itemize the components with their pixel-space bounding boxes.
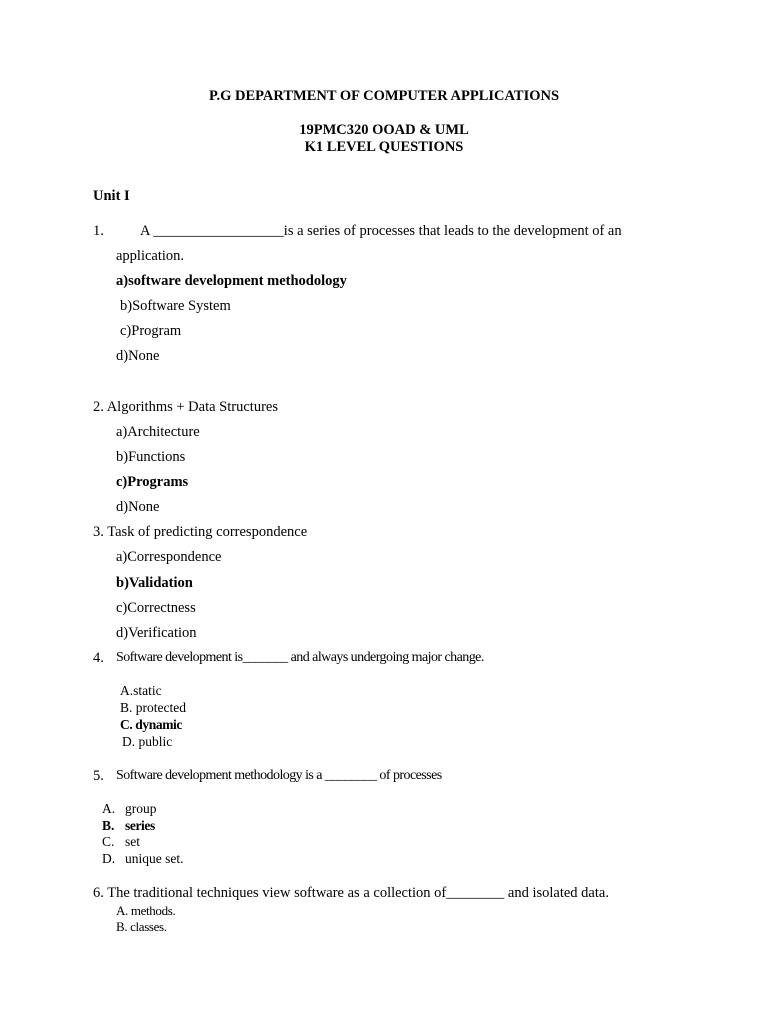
question-5-option-c-letter: C. — [102, 834, 115, 849]
question-5-text: Software development methodology is a ________ of processes — [116, 768, 442, 783]
question-4-number: 4. — [93, 650, 104, 666]
question-1-text: A __________________is a series of processes that leads to the development of an — [140, 223, 622, 239]
question-3-text: 3. Task of predicting correspondence — [93, 524, 308, 540]
question-6-option-b: B. classes. — [116, 919, 167, 934]
question-1-option-d: d)None — [116, 348, 160, 364]
question-2-option-a: a)Architecture — [116, 424, 200, 440]
question-4-option-c: C. dynamic — [120, 717, 183, 732]
question-5-option-a-letter: A. — [102, 801, 116, 816]
question-5-option-b-letter: B. — [102, 818, 115, 833]
question-5-number: 5. — [93, 768, 104, 784]
question-3-option-c: c)Correctness — [116, 600, 196, 616]
question-1-text-continued: application. — [116, 248, 185, 264]
question-2-text: 2. Algorithms + Data Structures — [93, 399, 278, 415]
question-1-option-c: c)Program — [120, 323, 182, 339]
question-3-option-a: a)Correspondence — [116, 549, 222, 565]
question-2-option-b: b)Functions — [116, 449, 186, 465]
course-title: 19PMC320 OOAD & UML — [299, 122, 469, 138]
question-1-number: 1. — [93, 223, 104, 239]
level-title: K1 LEVEL QUESTIONS — [304, 139, 464, 155]
question-4-option-b: B. protected — [120, 700, 186, 715]
question-3-option-b: b)Validation — [116, 575, 193, 591]
question-6-option-a: A. methods. — [116, 903, 176, 918]
question-4-text: Software development is_______ and always undergoing major change. — [116, 650, 484, 665]
question-5-option-a: group — [125, 801, 157, 816]
question-4-option-d: D. public — [122, 734, 173, 749]
question-1-option-a: a)software development methodology — [116, 273, 347, 289]
question-5-option-b: series — [125, 818, 155, 833]
question-6-text: 6. The traditional techniques view software as a collection of________ and isolated data. — [93, 885, 609, 901]
question-2-option-c: c)Programs — [116, 474, 189, 490]
department-title: P.G DEPARTMENT OF COMPUTER APPLICATIONS — [208, 88, 560, 104]
question-2-option-d: d)None — [116, 499, 160, 515]
question-4-option-a: A.static — [120, 683, 162, 698]
question-1-option-b: b)Software System — [120, 298, 231, 314]
unit-heading: Unit I — [93, 188, 130, 204]
question-5-option-d-letter: D. — [102, 851, 116, 866]
question-3-option-d: d)Verification — [116, 625, 197, 641]
question-5-option-d: unique set. — [125, 851, 184, 866]
question-5-option-c: set — [125, 834, 140, 849]
